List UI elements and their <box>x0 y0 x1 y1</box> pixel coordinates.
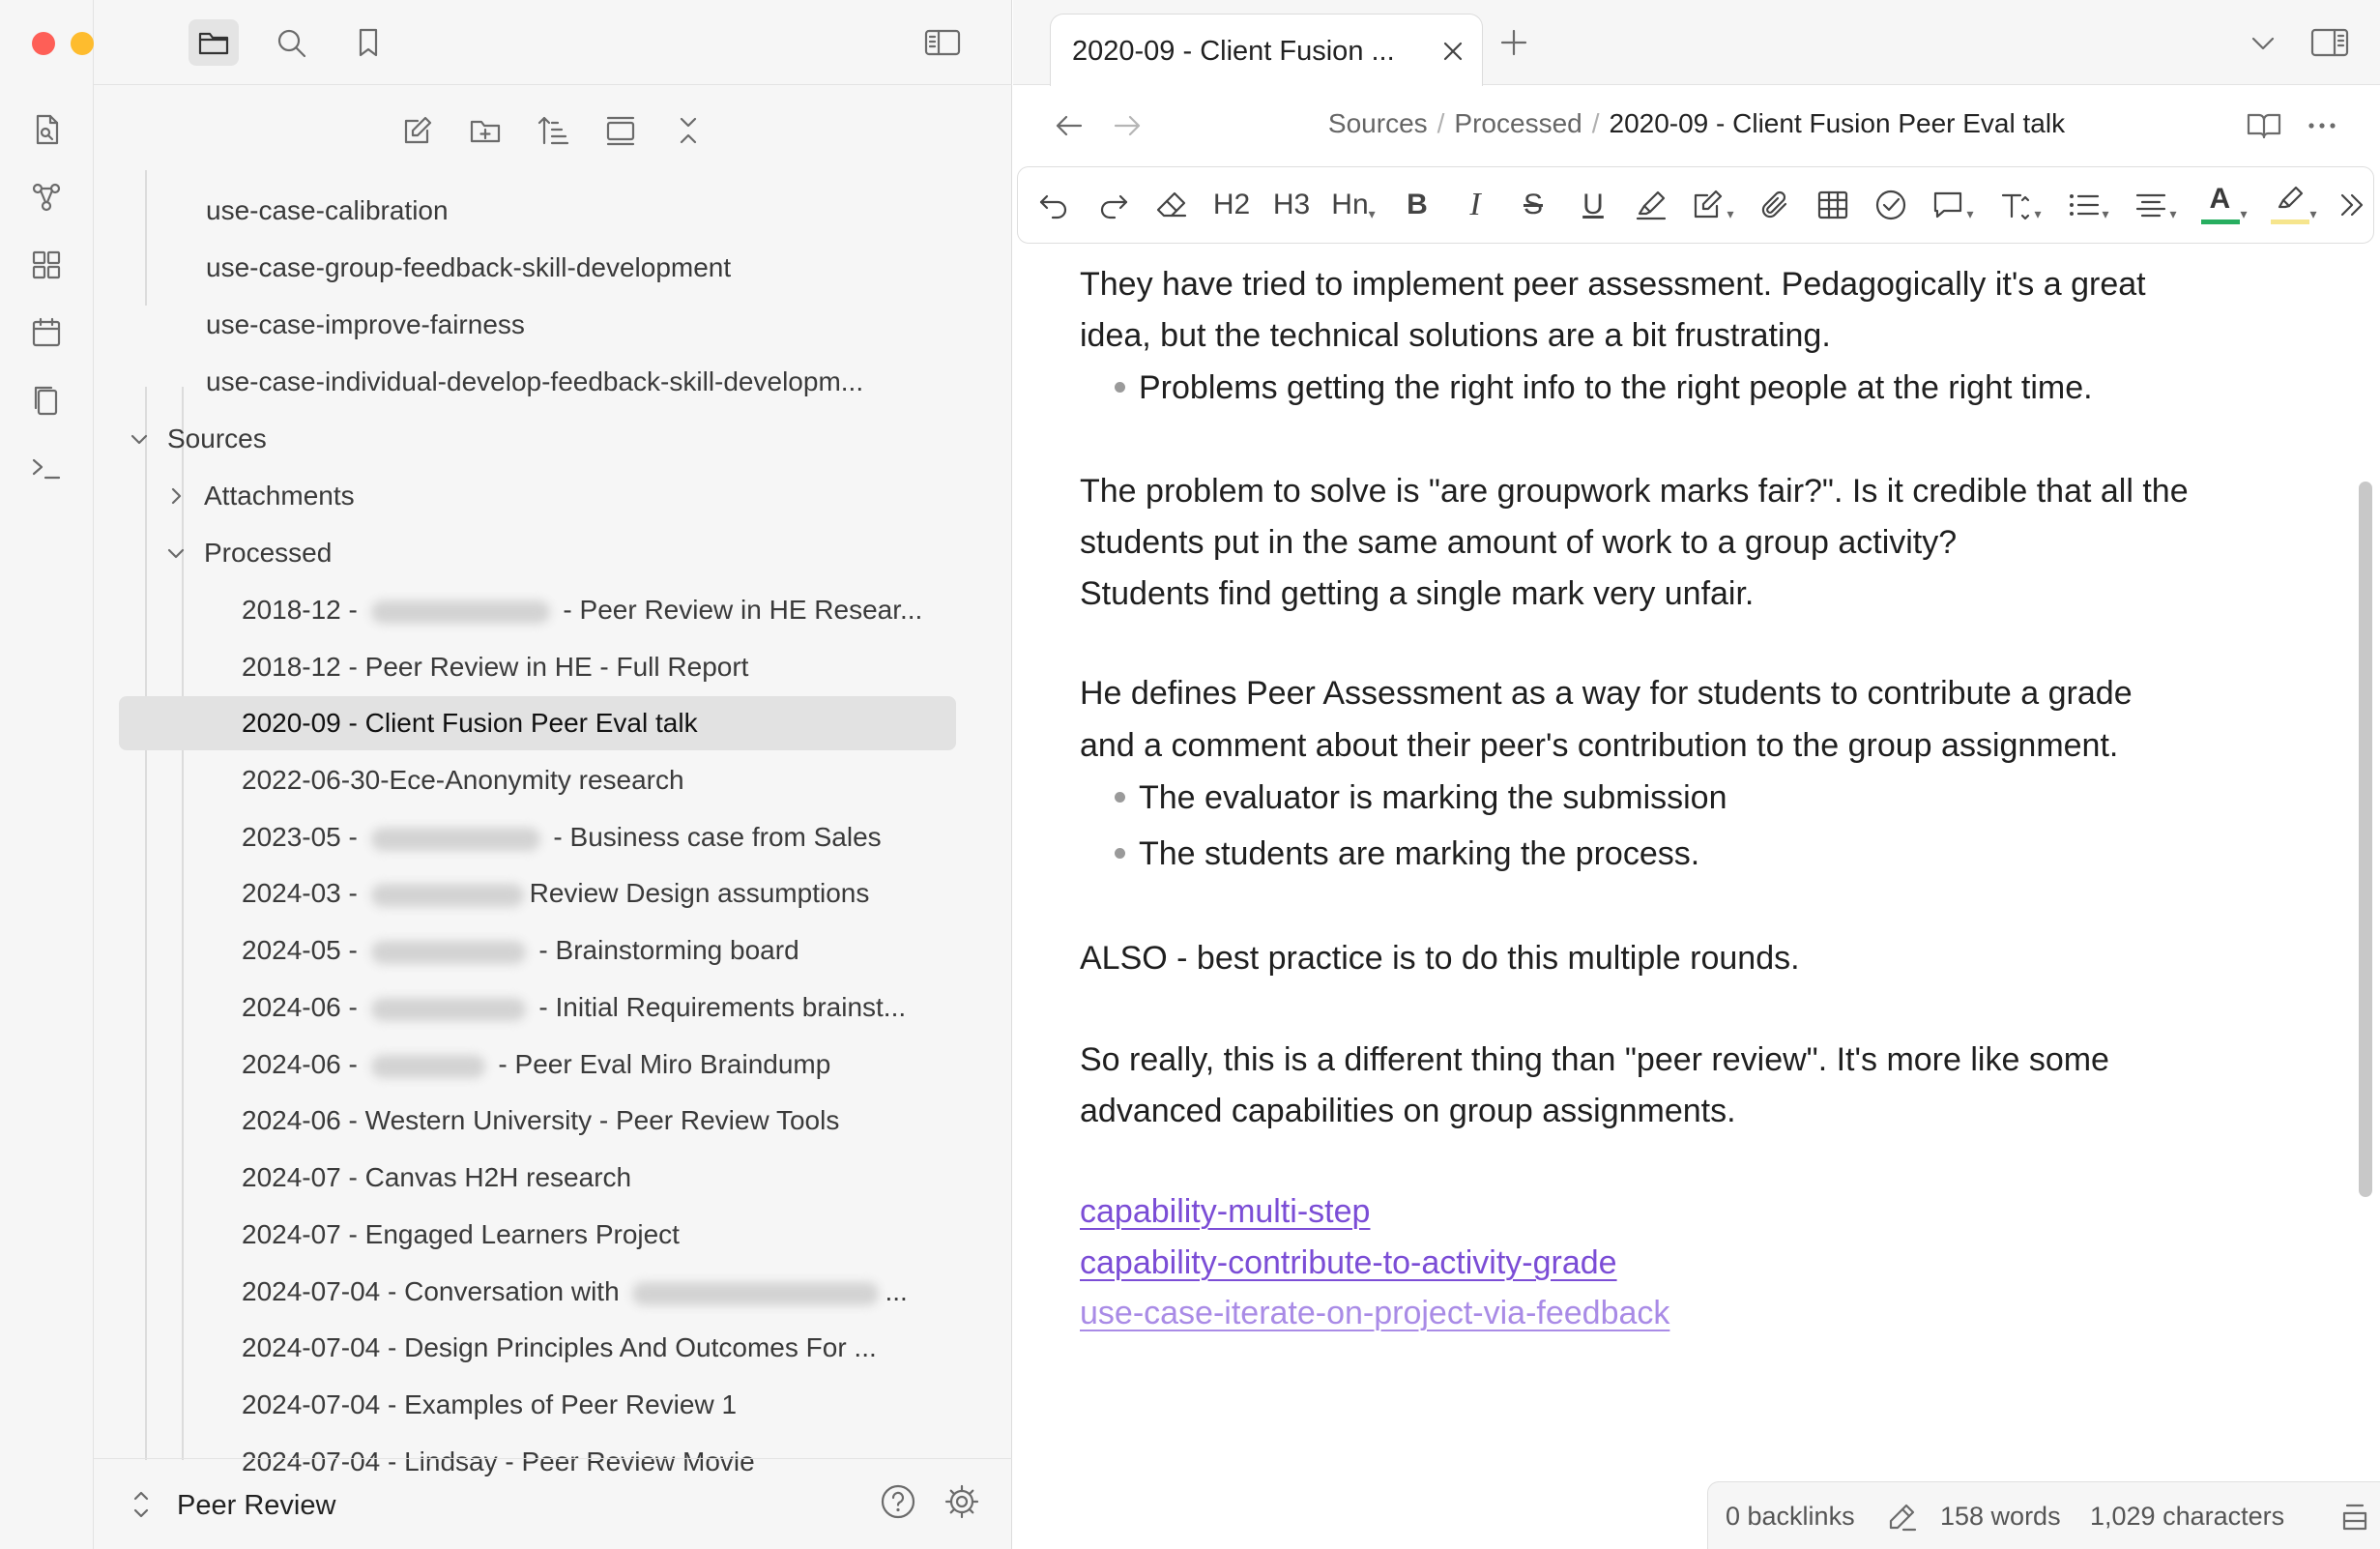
bullet-dot <box>1115 848 1125 859</box>
redo-icon <box>1095 187 1132 223</box>
minimize-window-button[interactable] <box>71 32 94 55</box>
attach-file-button[interactable] <box>1753 183 1797 227</box>
tree-file-label-suffix: Review Design assumptions <box>529 878 870 908</box>
tree-file[interactable] <box>206 184 979 238</box>
plus-icon <box>1496 25 1531 60</box>
tree-file[interactable] <box>242 980 986 1035</box>
vault-switcher-bar <box>94 1458 1012 1549</box>
highlight-color-dropdown[interactable] <box>2267 183 2321 227</box>
underline-label: U <box>1582 189 1604 220</box>
character-count: 1,029 characters <box>2090 1502 2285 1531</box>
clear-formatting-button[interactable] <box>1149 183 1194 227</box>
reveal-icon <box>603 113 638 148</box>
h2-label: H2 <box>1212 189 1251 220</box>
command-palette-button[interactable] <box>25 447 68 489</box>
tree-file-label-suffix: - Initial Requirements brainst... <box>531 992 907 1022</box>
indent-guide <box>145 387 147 1460</box>
eraser-icon <box>1153 187 1190 223</box>
new-tab-button[interactable] <box>1496 25 1531 60</box>
chevron-down-icon <box>165 526 187 580</box>
italic-button[interactable] <box>1453 183 1497 227</box>
tree-file[interactable] <box>242 1265 986 1319</box>
toolbar-more-button[interactable] <box>2335 183 2369 227</box>
redacted-text <box>371 828 540 851</box>
text-format-icon <box>1997 187 2034 223</box>
close-window-button[interactable] <box>32 32 55 55</box>
bold-button[interactable] <box>1395 183 1439 227</box>
tree-file[interactable] <box>206 298 979 352</box>
tab-title: 2020-09 - Client Fusion ... <box>1072 36 1395 67</box>
vault-name: Peer Review <box>177 1490 336 1521</box>
book-open-icon <box>2245 106 2283 145</box>
search-icon <box>274 25 308 60</box>
tree-file[interactable] <box>242 753 986 807</box>
dropdown-caret-icon: ▾ <box>1368 205 1376 221</box>
dropdown-caret-icon: ▾ <box>1727 205 1734 221</box>
redacted-text <box>371 941 526 964</box>
tab-list-button[interactable] <box>2247 27 2279 60</box>
tree-file-label-suffix: - Business case from Sales <box>545 822 882 852</box>
align-dropdown[interactable] <box>2128 183 2182 227</box>
close-icon <box>1437 36 1468 67</box>
tree-folder-sources[interactable] <box>129 412 979 466</box>
sidebar-header <box>94 0 1012 85</box>
tree-file-label: 2022-06-30-Ece-Anonymity research <box>242 765 684 795</box>
checklist-button[interactable] <box>1869 183 1913 227</box>
vault-switcher-button[interactable] <box>131 1478 421 1531</box>
tree-folder-processed[interactable] <box>165 526 979 580</box>
file-explorer-sidebar <box>94 0 1012 1549</box>
more-options-button[interactable] <box>2303 106 2341 145</box>
sync-status-icon[interactable] <box>2338 1500 2371 1534</box>
paragraph-line: advanced capabilities on group assignments. <box>1080 1093 1736 1129</box>
tree-file[interactable] <box>242 1151 986 1205</box>
heading-3-button[interactable] <box>1267 183 1316 227</box>
h3-label: H3 <box>1272 189 1311 220</box>
reading-view-button[interactable] <box>2245 106 2283 145</box>
folder-icon <box>196 25 231 60</box>
font-color-icon <box>2201 183 2240 227</box>
tree-file-active[interactable] <box>119 696 956 750</box>
check-circle-icon <box>1872 187 1909 223</box>
collapse-all-button[interactable] <box>664 106 712 155</box>
italic-label: I <box>1469 187 1481 222</box>
toggle-right-sidebar-button[interactable] <box>2308 23 2351 62</box>
dropdown-caret-icon: ▾ <box>2102 205 2109 221</box>
chevron-right-icon <box>165 469 187 523</box>
chevron-down-icon <box>129 412 150 466</box>
bold-label: B <box>1407 189 1428 220</box>
calendar-icon <box>29 315 64 350</box>
font-color-swatch <box>2201 219 2240 224</box>
settings-button[interactable] <box>943 1482 985 1525</box>
editing-toolbar <box>1017 166 2374 244</box>
tree-file[interactable] <box>242 923 986 978</box>
file-tree <box>94 170 993 1476</box>
new-note-button[interactable] <box>393 106 442 155</box>
paragraph-line: ALSO - best practice is to do this multiple rounds. <box>1080 940 1800 977</box>
canvas-button[interactable] <box>25 244 68 286</box>
dropdown-caret-icon: ▾ <box>2169 205 2177 221</box>
tree-file[interactable] <box>242 1321 986 1375</box>
backlinks-count[interactable]: 0 backlinks <box>1726 1502 1855 1531</box>
chevron-down-icon <box>2247 27 2279 60</box>
dropdown-caret-icon: ▾ <box>2309 205 2317 221</box>
highlight-color-icon <box>2271 183 2309 227</box>
graph-icon <box>29 180 64 215</box>
tree-file[interactable] <box>242 810 986 864</box>
tree-file[interactable] <box>242 1094 986 1148</box>
tree-file-label-suffix: - Peer Review in HE Resear... <box>555 595 923 625</box>
indent-guide <box>145 170 147 306</box>
editor-scrollbar[interactable] <box>2359 482 2372 1197</box>
dashboard-icon <box>29 248 64 282</box>
tree-file-label: 2024-07 - Canvas H2H research <box>242 1162 632 1192</box>
tree-file-label: use-case-improve-fairness <box>206 309 525 339</box>
tree-file[interactable] <box>242 866 986 921</box>
redacted-text <box>371 1055 485 1078</box>
terminal-icon <box>29 451 64 485</box>
tree-file-label: use-case-group-feedback-skill-development <box>206 252 732 282</box>
tree-file-label: 2018-12 - Peer Review in HE - Full Report <box>242 652 749 682</box>
tree-file-label: 2024-07-04 - Examples of Peer Review 1 <box>242 1389 738 1419</box>
new-folder-button[interactable] <box>461 106 509 155</box>
paragraph-line: They have tried to implement peer assessment. Pedagogically it's a great <box>1080 266 2146 303</box>
tree-file-label: 2020-09 - Client Fusion Peer Eval talk <box>242 708 698 738</box>
text-format-dropdown[interactable] <box>1992 183 2046 227</box>
highlighter-button[interactable] <box>1629 183 1673 227</box>
chevrons-right-icon <box>2336 187 2367 223</box>
callout-dropdown[interactable] <box>1925 183 1979 227</box>
internal-link-unresolved[interactable]: use-case-iterate-on-project-via-feedback <box>1080 1295 1670 1331</box>
internal-link[interactable]: capability-multi-step <box>1080 1193 1371 1230</box>
sort-icon <box>536 113 570 148</box>
help-button[interactable] <box>879 1482 921 1525</box>
editor-pane <box>1013 0 2380 1549</box>
insert-table-button[interactable] <box>1811 183 1855 227</box>
bookmark-icon <box>351 25 386 60</box>
tree-file-label-suffix: - Peer Eval Miro Braindump <box>490 1049 831 1079</box>
folder-plus-icon <box>468 113 503 148</box>
tab-active-note[interactable] <box>1050 14 1483 86</box>
file-search-icon <box>29 112 64 147</box>
tree-file[interactable] <box>242 1208 986 1262</box>
templates-button[interactable] <box>25 379 68 422</box>
dropdown-caret-icon: ▾ <box>1966 205 1974 221</box>
redacted-text <box>632 1282 879 1305</box>
paragraph-line: So really, this is a different thing than "peer review". It's more like some <box>1080 1041 2109 1078</box>
undo-icon <box>1035 187 1072 223</box>
tree-file-label: 2024-07-04 - Design Principles And Outcomes For ... <box>242 1332 877 1362</box>
heading-2-button[interactable] <box>1207 183 1256 227</box>
editing-mode-icon[interactable] <box>1884 1500 1919 1534</box>
tree-folder-label: Sources <box>167 424 267 453</box>
breadcrumb-sources[interactable]: Sources <box>1327 108 1428 138</box>
redacted-text <box>371 998 526 1021</box>
align-center-icon <box>2133 187 2169 223</box>
word-count: 158 words <box>1940 1502 2061 1531</box>
ribbon <box>0 0 94 1549</box>
list-item: Problems getting the right info to the right people at the right time. <box>1139 369 2093 406</box>
tree-file-label-suffix: ... <box>885 1276 908 1306</box>
tree-file-label-prefix: 2018-12 - <box>242 595 365 625</box>
list-item: The evaluator is marking the submission <box>1139 779 1727 816</box>
tree-file-label: use-case-individual-develop-feedback-skill-developm... <box>206 366 864 396</box>
tree-file-label: 2024-06 - Western University - Peer Review Tools <box>242 1105 840 1135</box>
redacted-text <box>371 600 550 624</box>
list-item: The students are marking the process. <box>1139 835 1700 872</box>
paragraph-line: and a comment about their peer's contribution to the group assignment. <box>1080 727 2119 764</box>
tree-folder-label: Attachments <box>204 481 355 511</box>
paragraph-line: idea, but the technical solutions are a bit frustrating. <box>1080 317 1831 354</box>
hn-label: Hn <box>1331 189 1369 220</box>
auto-reveal-button[interactable] <box>596 106 645 155</box>
tree-file-label-prefix: 2024-06 - <box>242 992 365 1022</box>
bullet-dot <box>1115 382 1125 393</box>
breadcrumb-processed[interactable]: Processed <box>1454 108 1582 138</box>
note-header <box>1013 85 2380 166</box>
underline-button[interactable] <box>1571 183 1615 227</box>
tree-file[interactable] <box>242 1038 986 1092</box>
sidebar-right-icon <box>2308 23 2351 62</box>
close-tab-button[interactable] <box>1437 36 1468 67</box>
tree-file-label: 2024-07 - Engaged Learners Project <box>242 1219 680 1249</box>
tree-file-label-prefix: 2023-05 - <box>242 822 365 852</box>
table-icon <box>1814 187 1851 223</box>
heading-n-dropdown[interactable] <box>1323 183 1383 227</box>
breadcrumb-current-note[interactable]: 2020-09 - Client Fusion Peer Eval talk <box>1609 108 2066 138</box>
dropdown-caret-icon: ▾ <box>2034 205 2042 221</box>
paragraph-line: students put in the same amount of work to a group activity? <box>1080 524 1958 561</box>
tree-file[interactable] <box>242 640 986 694</box>
pen-square-icon <box>1690 187 1727 223</box>
tree-file-label: use-case-calibration <box>206 195 449 225</box>
help-icon <box>879 1482 917 1521</box>
copy-icon <box>29 383 64 418</box>
tree-folder-label: Processed <box>204 538 333 568</box>
font-color-dropdown[interactable] <box>2197 183 2251 227</box>
tree-file[interactable] <box>242 583 986 637</box>
edit-dropdown[interactable] <box>1685 183 1739 227</box>
dropdown-caret-icon: ▾ <box>2240 205 2248 221</box>
tree-file[interactable] <box>206 241 979 295</box>
gear-icon <box>943 1482 981 1521</box>
tree-file-label-prefix: 2024-06 - <box>242 1049 365 1079</box>
comment-icon <box>1930 187 1966 223</box>
tree-file[interactable] <box>242 1378 986 1432</box>
highlight-color-swatch <box>2271 219 2309 224</box>
edit-icon <box>400 113 435 148</box>
files-tab-button[interactable] <box>189 19 239 66</box>
quick-switcher-button[interactable] <box>25 108 68 151</box>
paragraph-line: The problem to solve is "are groupwork marks fair?". Is it credible that all the <box>1080 473 2189 510</box>
graph-view-button[interactable] <box>25 176 68 219</box>
redo-button[interactable] <box>1091 183 1136 227</box>
paragraph-line: He defines Peer Assessment as a way for students to contribute a grade <box>1080 675 2133 712</box>
strikethrough-button[interactable] <box>1511 183 1555 227</box>
font-color-label: A <box>2209 183 2231 215</box>
list-icon <box>2065 187 2102 223</box>
undo-button[interactable] <box>1031 183 1076 227</box>
daily-note-button[interactable] <box>25 311 68 354</box>
tab-bar <box>1013 0 2380 85</box>
highlighter-icon <box>1633 187 1669 223</box>
status-bar <box>1707 1481 2380 1549</box>
redacted-text <box>371 884 524 907</box>
tree-file[interactable] <box>206 355 979 409</box>
strikethrough-label: S <box>1523 189 1543 220</box>
tree-file-label-prefix: 2024-03 - <box>242 878 365 908</box>
bullet-dot <box>1115 792 1125 803</box>
list-dropdown[interactable] <box>2060 183 2114 227</box>
tree-file-label: 2024-07-04 - Lindsay - Peer Review Movie <box>242 1447 755 1476</box>
search-tab-button[interactable] <box>266 19 316 66</box>
collapse-sidebar-button[interactable] <box>917 19 968 66</box>
tree-file-label-prefix: 2024-07-04 - Conversation with <box>242 1276 627 1306</box>
paperclip-icon <box>1756 187 1793 223</box>
breadcrumb: Sources / Processed / 2020-09 - Client Fusion Peer Eval talk <box>1327 108 2066 138</box>
tree-file-label-suffix: - Brainstorming board <box>531 935 799 965</box>
internal-link[interactable]: capability-contribute-to-activity-grade <box>1080 1244 1617 1281</box>
tree-file-label-prefix: 2024-05 - <box>242 935 365 965</box>
paragraph-line: Students find getting a single mark very unfair. <box>1080 575 1755 612</box>
sidebar-left-icon <box>923 25 962 60</box>
chevron-up-down-icon <box>131 1488 152 1521</box>
bookmarks-tab-button[interactable] <box>343 19 393 66</box>
sort-button[interactable] <box>529 106 577 155</box>
collapse-icon <box>671 113 706 148</box>
tree-folder-attachments[interactable] <box>165 469 979 523</box>
more-horizontal-icon <box>2303 106 2341 145</box>
